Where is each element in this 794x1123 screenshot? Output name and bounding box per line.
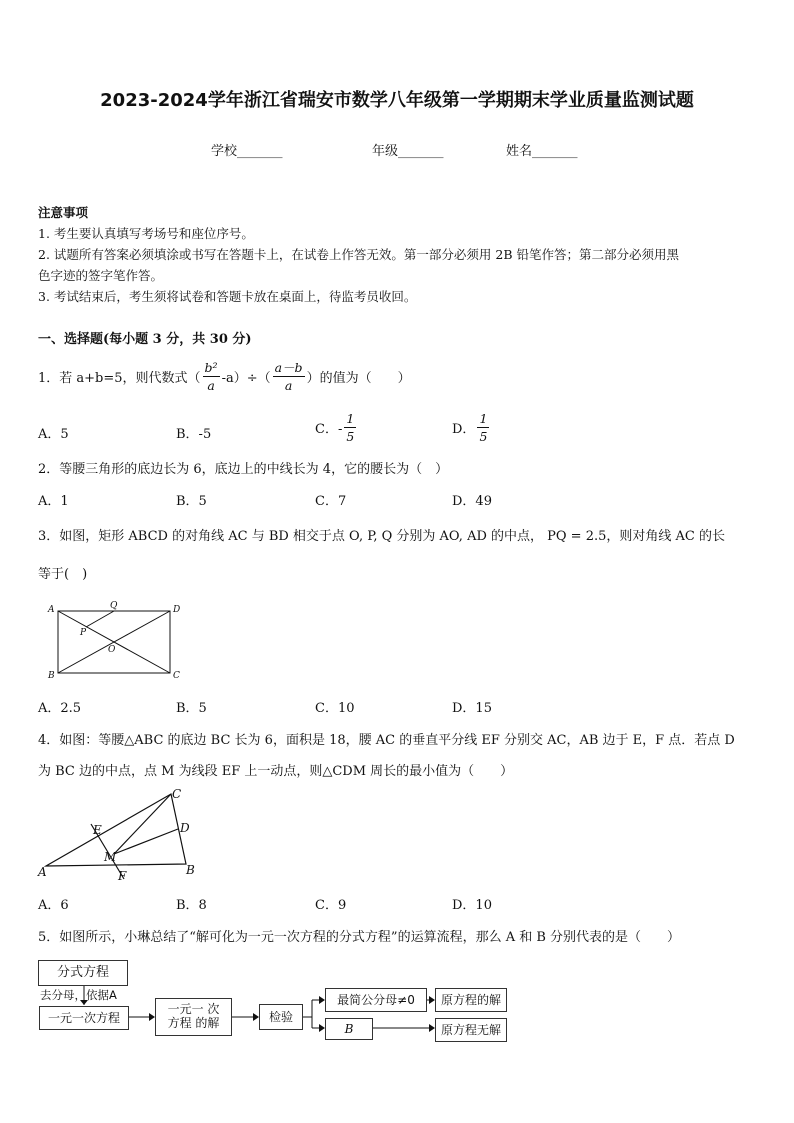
q1-mid: -a）÷（ <box>221 370 271 386</box>
q1-option-d <box>452 410 491 445</box>
fig4-label-f: F <box>118 869 127 883</box>
q1-option-a: A．5 <box>38 427 69 442</box>
q1-d-num: 1 <box>479 411 488 426</box>
fig3-label-a: A <box>48 605 55 615</box>
q1-d-fraction <box>477 410 489 445</box>
q2-option-d: D．49 <box>452 494 492 509</box>
page-title: 2023-2024学年浙江省瑞安市数学八年级第一学期期末学业质量监测试题 <box>100 90 694 111</box>
flow-linear-box: 一元一次方程 <box>39 1006 129 1030</box>
q1-fraction-1 <box>203 359 220 394</box>
fig3-label-o: O <box>108 645 116 655</box>
school-field: 学校_______ <box>211 144 283 159</box>
q3-option-d: D．15 <box>452 701 492 716</box>
q3-option-b: B．5 <box>176 701 207 716</box>
flow-result2-box: 原方程无解 <box>435 1018 507 1042</box>
fig3-label-c: C <box>173 671 180 681</box>
question-4-line2: 为 BC 边的中点，点 M 为线段 EF 上一动点，则△CDM 周长的最小值为（ ） <box>38 764 514 779</box>
q1-f1-num: b² <box>204 359 218 375</box>
q2-option-b: B．5 <box>176 494 207 509</box>
question-1 <box>38 356 411 396</box>
flow-step-label: 去分母，依据A <box>40 988 117 1002</box>
flow-result1-box: 原方程的解 <box>435 988 507 1012</box>
fig3-label-p: P <box>80 628 87 638</box>
q1-option-d-label: D． <box>452 422 476 437</box>
segment-md <box>114 829 178 854</box>
fig3-label-b: B <box>48 671 55 681</box>
q1-suffix: ）的值为（ ） <box>306 370 411 386</box>
q1-fraction-2 <box>273 359 305 394</box>
note-item: 2. 试题所有答案必须填涂或书写在答题卡上，在试卷上作答无效。第一部分必须用 2B 铅笔作答；第二部分必须用黑 <box>38 247 679 262</box>
q4-option-d: D．10 <box>452 898 492 913</box>
q1-c-num: 1 <box>346 411 355 426</box>
q3-option-c: C．10 <box>315 701 355 716</box>
grade-field: 年级_______ <box>372 144 444 159</box>
q1-f2-den: a <box>284 377 293 393</box>
flow-start-box: 分式方程 <box>38 960 128 986</box>
q1-d-den: 5 <box>479 429 488 444</box>
q4-option-c: C．9 <box>315 898 347 913</box>
flowchart <box>36 956 508 1048</box>
q2-option-c: C．7 <box>315 494 347 509</box>
fig4-label-a: A <box>38 865 47 879</box>
flow-cond1-box: 最简公分母≠0 <box>325 988 427 1012</box>
notes-heading: 注意事项 <box>38 205 89 220</box>
q4-option-b: B．8 <box>176 898 207 913</box>
q4-option-a: A．6 <box>38 898 69 913</box>
question-4-line1: 4．如图：等腰△ABC 的底边 BC 长为 6，面积是 18，腰 AC 的垂直平分线 EF 分别交 AC，AB 边于 E，F 点．若点 D <box>38 733 735 748</box>
question-3-line1: 3．如图，矩形 ABCD 的对角线 AC 与 BD 相交于点 O, P, Q 分别为 AO, AD 的中点， PQ = 2.5，则对角线 AC 的长 <box>38 529 725 544</box>
q2-option-a: A．1 <box>38 494 69 509</box>
q1-option-c-label: C．- <box>315 422 343 437</box>
segment-pq <box>86 611 114 627</box>
q1-option-b: B．-5 <box>176 427 212 442</box>
fig4-label-m: M <box>104 850 117 864</box>
fig4-label-b: B <box>186 863 195 877</box>
question-2: 2．等腰三角形的底边长为 6，底边上的中线长为 4，它的腰长为（ ） <box>38 462 449 477</box>
flow-solution-box <box>155 998 232 1036</box>
flow-solution-line1: 一元一 次 <box>167 1002 220 1016</box>
rectangle-figure <box>44 600 184 682</box>
flow-solution-line2: 方程 的解 <box>167 1016 220 1030</box>
fig4-label-d: D <box>180 821 190 835</box>
flow-check-box: 检验 <box>259 1004 303 1030</box>
q1-option-c <box>315 410 358 445</box>
triangle-figure <box>36 784 206 886</box>
q1-f2-num: a－b <box>274 359 303 375</box>
q3-option-a: A．2.5 <box>38 701 82 716</box>
fig4-label-e: E <box>93 823 102 837</box>
question-5: 5．如图所示，小琳总结了“解可化为一元一次方程的分式方程”的运算流程，那么 A 和 B 分别代表的是（ ） <box>38 930 681 945</box>
q1-c-den: 5 <box>346 429 355 444</box>
note-item: 1. 考生要认真填写考场号和座位序号。 <box>38 226 254 241</box>
q1-prefix: 1．若 a+b=5，则代数式（ <box>38 370 201 386</box>
fig4-label-c: C <box>172 787 182 801</box>
fig3-label-d: D <box>173 605 181 615</box>
note-item: 色字迹的签字笔作答。 <box>38 268 164 283</box>
q1-f1-den: a <box>207 377 215 393</box>
section-heading: 一、选择题(每小题 3 分，共 30 分) <box>38 332 252 347</box>
fig3-label-q: Q <box>110 601 118 611</box>
flow-cond2-box: B <box>325 1018 373 1040</box>
note-item: 3. 考试结束后，考生须将试卷和答题卡放在桌面上，待监考员收回。 <box>38 289 417 304</box>
segment-cm <box>114 794 171 854</box>
q1-c-fraction <box>344 410 356 445</box>
name-field: 姓名_______ <box>506 144 578 159</box>
question-3-line2: 等于( ) <box>38 567 88 582</box>
